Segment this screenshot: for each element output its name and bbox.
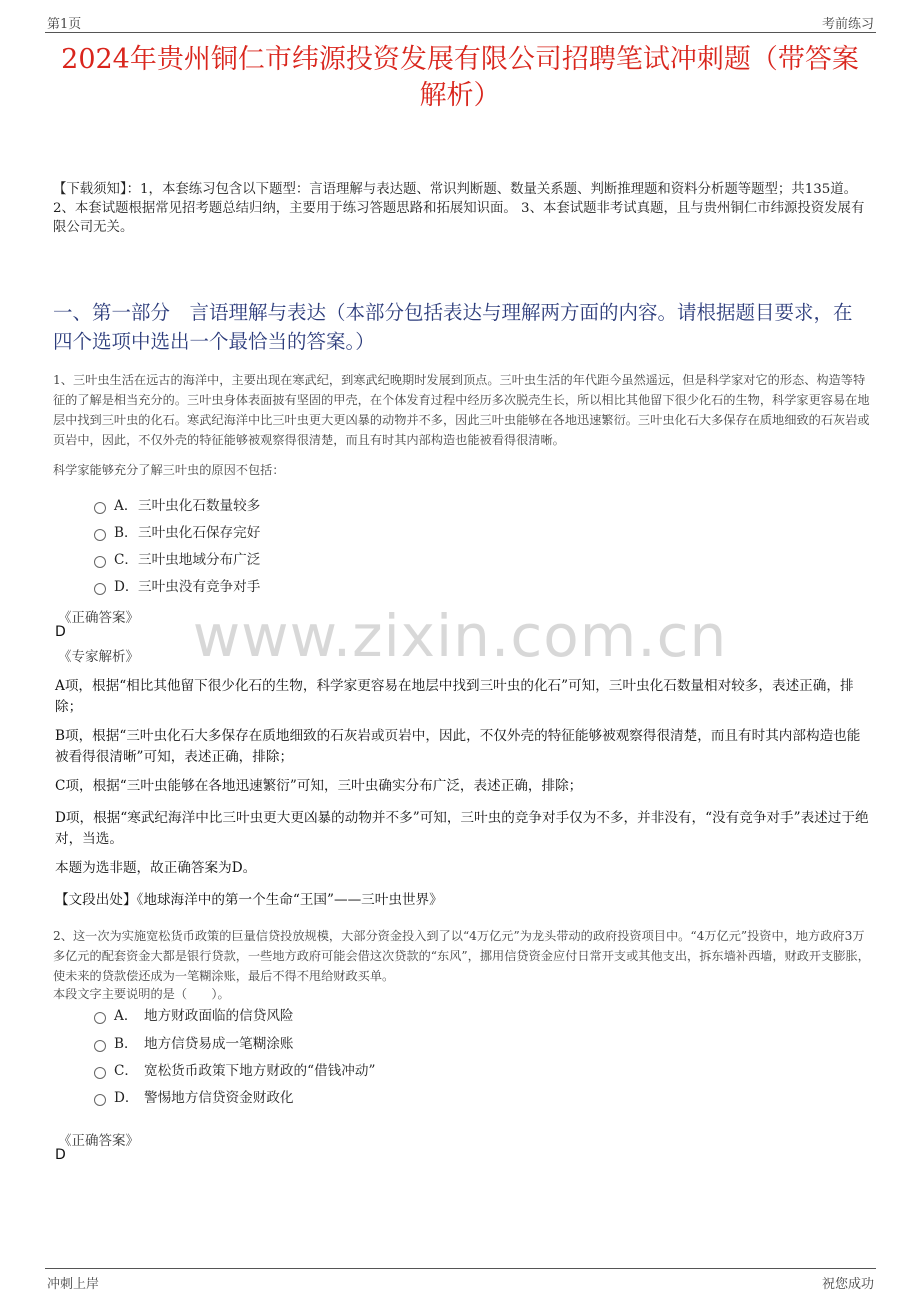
download-notice: 【下载须知】：1，本套练习包含以下题型：言语理解与表达题、常识判断题、数量关系题、判断推理题和资料分析题等题型；共135道。 2、本套试题根据常见招考题总结归纳，主要用于练习答题思路和拓展知识面。 3、本套试题非考试真题，且与贵州铜仁市纬源投资发展有限公司无关。: [53, 182, 865, 235]
answer-label: 《正确答案》: [58, 610, 139, 626]
page-header: [45, 10, 876, 33]
footer-left: 冲刺上岸: [47, 1277, 100, 1292]
radio-icon[interactable]: [94, 1067, 106, 1079]
q1-option-a[interactable]: A． 三叶虫化石数量较多: [94, 496, 394, 516]
analysis-a: A项，根据“相比其他留下很少化石的生物，科学家更容易在地层中找到三叶虫的化石”可知，三叶虫化石数量相对较多，表述正确，排除；: [55, 678, 854, 715]
radio-icon[interactable]: [94, 529, 106, 541]
answer-value: D: [55, 624, 66, 640]
radio-icon[interactable]: [94, 1094, 106, 1106]
question-2-passage: 2、这一次为实施宽松货币政策的巨量信贷投放规模，大部分资金投入到了以“4万亿元”为龙头带动的政府投资项目中。“4万亿元”投资中，地方政府3万多亿元的配套资金大都是银行贷款，一些地方政府可能会借这次贷款的“东风”，挪用信贷资金应付日常开支或其他支出，拆东墙补西墙，财政开支膨胀，使未来的贷款偿还成为一笔糊涂账，最后不得不甩给财政买单。: [53, 929, 870, 983]
analysis-label: 《专家解析》: [58, 649, 139, 665]
source-citation: 【文段出处】《地球海洋中的第一个生命“王国”——三叶虫世界》: [55, 892, 443, 908]
analysis-d: D项，根据“寒武纪海洋中比三叶虫更大更凶暴的动物并不多”可知，三叶虫的竞争对手仅为不多，并非没有，“没有竞争对手”表述过于绝对，当选。: [55, 810, 869, 847]
watermark: www.zixin.com.cn: [192, 602, 728, 670]
footer-right: 祝您成功: [821, 1277, 874, 1292]
question-2-stem: 本段文字主要说明的是（ ）。: [53, 987, 230, 1001]
analysis-conclusion: 本题为选非题，故正确答案为D。: [55, 860, 257, 876]
header-tag: 考前练习: [821, 17, 874, 32]
q2-option-a[interactable]: A． 地方财政面临的信贷风险: [94, 1006, 494, 1026]
q1-option-c[interactable]: C． 三叶虫地域分布广泛: [94, 550, 394, 570]
radio-icon[interactable]: [94, 1012, 106, 1024]
answer-label: 《正确答案》: [58, 1133, 139, 1149]
q2-option-c[interactable]: C． 宽松货币政策下地方财政的“借钱冲动”: [94, 1061, 494, 1081]
radio-icon[interactable]: [94, 583, 106, 595]
q1-option-d[interactable]: D． 三叶虫没有竞争对手: [94, 577, 394, 597]
radio-icon[interactable]: [94, 556, 106, 568]
question-1-stem: 科学家能够充分了解三叶虫的原因不包括：: [53, 463, 285, 477]
analysis-c: C项，根据“三叶虫能够在各地迅速繁衍”可知，三叶虫确实分布广泛，表述正确，排除；: [55, 778, 583, 794]
answer-value: D: [55, 1147, 66, 1163]
page-number: 第1页: [47, 17, 82, 32]
q1-option-b[interactable]: B． 三叶虫化石保存完好: [94, 523, 394, 543]
radio-icon[interactable]: [94, 502, 106, 514]
analysis-b: B项，根据“三叶虫化石大多保存在质地细致的石灰岩或页岩中，因此，不仅外壳的特征能够被观察得很清楚，而且有时其内部构造也能被看得很清晰”可知，表述正确，排除；: [55, 728, 861, 765]
q2-option-b[interactable]: B． 地方信贷易成一笔糊涂账: [94, 1034, 494, 1054]
document-title: 2024年贵州铜仁市纬源投资发展有限公司招聘笔试冲刺题（带答案解析）: [61, 44, 859, 111]
question-1-passage: 1、三叶虫生活在远古的海洋中，主要出现在寒武纪，到寒武纪晚期时发展到顶点。三叶虫生活的年代距今虽然遥远，但是科学家对它的形态、构造等特征的了解是相当充分的。三叶虫身体表面披有坚固的甲壳，在个体发育过程中经历多次脱壳生长，所以相比其他留下很少化石的生物，科学家更容易在地层中找到三叶虫的化石。寒武纪海洋中比三叶虫更大更凶暴的动物并不多，因此三叶虫能够在各地迅速繁衍。三叶虫化石大多保存在质地细致的石灰岩或页岩中，因此，不仅外壳的特征能够被观察得很清楚，而且有时其内部构造也能被看得很清晰。: [53, 373, 870, 447]
section-heading: 一、第一部分 言语理解与表达（本部分包括表达与理解两方面的内容。请根据题目要求，在四个选项中选出一个最恰当的答案。）: [53, 301, 853, 353]
page-footer: [45, 1268, 876, 1291]
radio-icon[interactable]: [94, 1040, 106, 1052]
q2-option-d[interactable]: D． 警惕地方信贷资金财政化: [94, 1088, 494, 1108]
